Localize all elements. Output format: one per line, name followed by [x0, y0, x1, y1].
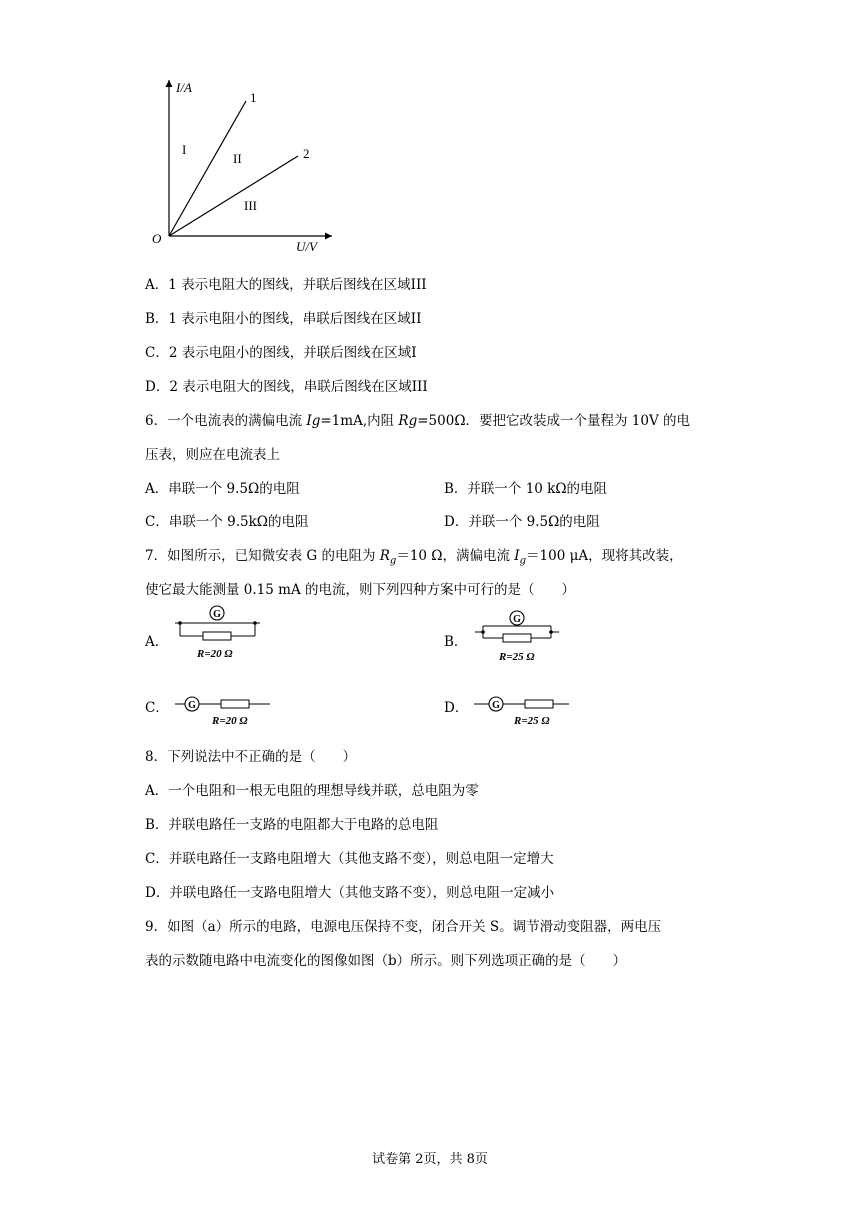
q7-option-d-letter: D．	[444, 700, 469, 716]
q8-option-c: C．并联电路任一支路电阻增大（其他支路不变），则总电阻一定增大	[145, 851, 554, 867]
q7-stem-text-c: ＝100 μA，现将其改装，	[526, 548, 683, 564]
resistor-icon	[525, 700, 553, 708]
q7-r-variable: R	[379, 548, 390, 564]
q8-option-b: B．并联电路任一支路的电阻都大于电路的总电阻	[145, 817, 439, 833]
q7-i-variable: I	[514, 548, 520, 564]
q8-option-a: A．一个电阻和一根无电阻的理想导线并联，总电阻为零	[145, 783, 479, 799]
svg-text:G: G	[213, 609, 221, 620]
q6-rg-variable: Rg	[398, 413, 418, 429]
q7-circuit-d	[474, 690, 584, 730]
q7-circuit-d-label: R=25 Ω	[514, 715, 550, 727]
q6-option-d: D．并联一个 9.5Ω的电阻	[444, 514, 600, 530]
q6-stem-line1	[145, 411, 690, 431]
q5-option-d: D．2 表示电阻大的图线，串联后图线在区域III	[145, 379, 428, 395]
region-2-label: II	[233, 151, 242, 166]
q6-option-a: A．串联一个 9.5Ω的电阻	[145, 481, 300, 497]
q7-circuit-c	[175, 690, 285, 730]
line-2-label: 2	[303, 146, 310, 161]
svg-text:G: G	[513, 614, 521, 625]
q6-stem-text-a: 6．一个电流表的满偏电流	[145, 413, 307, 429]
line-1-label: 1	[250, 90, 257, 105]
q7-circuit-a	[175, 605, 275, 670]
q9-stem-line2: 表的示数随电路中电流变化的图像如图（b）所示。则下列选项正确的是（ ）	[145, 953, 627, 969]
region-3-label: III	[244, 198, 257, 213]
svg-text:G: G	[188, 700, 196, 711]
q7-option-c-letter: C．	[145, 700, 169, 716]
svg-text:G: G	[492, 700, 500, 711]
q8-option-d: D．并联电路任一支路电阻增大（其他支路不变），则总电阻一定减小	[145, 885, 555, 901]
q5-option-c: C．2 表示电阻小的图线，并联后图线在区域I	[145, 345, 417, 361]
q9-stem-line1: 9．如图（a）所示的电路，电源电压保持不变，闭合开关 S。调节滑动变阻器，两电压	[145, 919, 662, 935]
q7-stem-text-b: ＝10 Ω，满偏电流	[396, 548, 515, 564]
q7-circuit-b	[475, 608, 575, 673]
resistor-icon	[221, 700, 249, 708]
q6-option-b: B．并联一个 10 kΩ的电阻	[444, 481, 608, 497]
line-1	[169, 101, 246, 236]
q7-option-a-letter: A．	[145, 634, 169, 650]
origin-label: O	[152, 231, 162, 246]
q5-option-b: B．1 表示电阻小的图线，串联后图线在区域II	[145, 311, 422, 327]
q7-circuit-b-label: R=25 Ω	[499, 651, 535, 663]
q6-option-c: C．串联一个 9.5kΩ的电阻	[145, 514, 309, 530]
page-footer: 试卷第 2页，共 8页	[372, 1152, 488, 1167]
x-axis-label: U/V	[296, 239, 317, 254]
q5-option-a: A．1 表示电阻大的图线，并联后图线在区域III	[145, 277, 427, 293]
q6-ig-variable: Ig	[306, 413, 321, 429]
line-2	[169, 156, 298, 236]
q6-stem-text-c: =500Ω．要把它改装成一个量程为 10V 的电	[417, 413, 691, 429]
iu-graph	[140, 70, 340, 255]
q6-stem-text-b: =1mA,内阻	[320, 413, 399, 429]
resistor-icon	[503, 634, 531, 642]
q7-i-subscript: g	[519, 555, 527, 567]
q7-stem-line1	[145, 546, 683, 572]
region-1-label: I	[182, 142, 187, 157]
q8-stem: 8．下列说法中不正确的是（ ）	[145, 749, 357, 765]
q6-stem-line2: 压表，则应在电流表上	[145, 447, 280, 463]
q7-circuit-a-label: R=20 Ω	[197, 648, 233, 660]
q7-stem-line2: 使它最大能测量 0.15 mA 的电流，则下列四种方案中可行的是（ ）	[145, 582, 575, 598]
resistor-icon	[203, 632, 231, 640]
q7-option-b-letter: B．	[444, 634, 468, 650]
q7-r-subscript: g	[389, 555, 397, 567]
y-axis-label: I/A	[176, 80, 192, 95]
q7-circuit-c-label: R=20 Ω	[212, 715, 248, 727]
q7-stem-text-a: 7．如图所示，已知微安表 G 的电阻为	[145, 548, 380, 564]
